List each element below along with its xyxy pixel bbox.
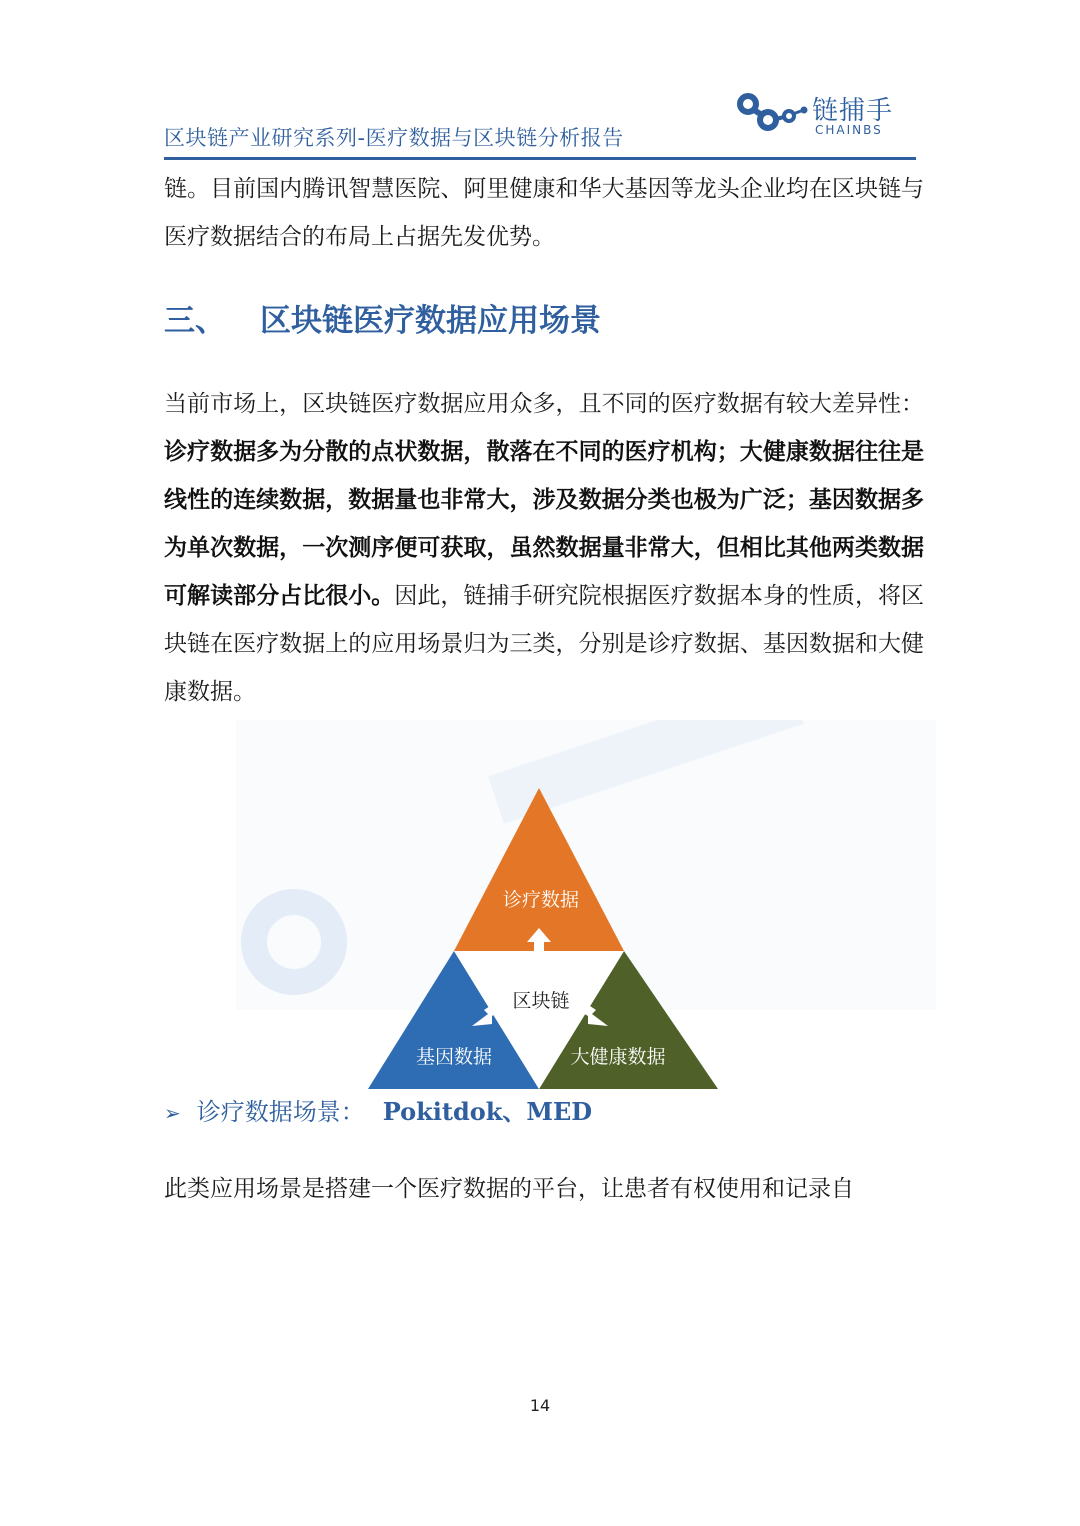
main-paragraph-lead: 当前市场上，区块链医疗数据应用众多，且不同的医疗数据有较大差异性： — [164, 391, 924, 417]
section-heading — [164, 295, 601, 340]
subsection-examples: Pokitdok、MED — [382, 1097, 593, 1126]
label-diagnosis-data: 诊疗数据 — [502, 889, 580, 911]
closing-paragraph: 此类应用场景是搭建一个医疗数据的平台，让患者有权使用和记录自 — [164, 1176, 854, 1202]
logo-english-name: CHAINBS — [815, 123, 883, 137]
label-health-data: 大健康数据 — [570, 1046, 666, 1068]
triangle-top-segment — [454, 788, 624, 951]
logo-chinese-name: 链捕手 — [812, 96, 894, 126]
main-paragraph-bold: 诊疗数据多为分散的点状数据，散落在不同的医疗机构；大健康数据往往是线性的连续数据，数据量也非常大，涉及数据分类也极为广泛；基因数据多为单次数据，一次测序便可获取，虽然数据量非常大，但相比其他两类数据可解读部分占比很小。 — [164, 439, 924, 609]
bullet-arrow-icon: ➢ — [164, 1101, 181, 1125]
intro-paragraph: 链。目前国内腾讯智慧医院、阿里健康和华大基因等龙头企业均在区块链与医疗数据结合的布局上占据先发优势。 — [164, 176, 924, 250]
label-blockchain: 区块链 — [512, 990, 570, 1012]
section-title: 区块链医疗数据应用场景 — [260, 303, 601, 339]
page-header — [164, 82, 916, 160]
section-number: 三、 — [164, 303, 226, 339]
main-paragraph — [164, 380, 924, 716]
chainbs-logo — [736, 90, 908, 138]
subsection-label: 诊疗数据场景： — [196, 1098, 365, 1126]
subsection-heading — [164, 1092, 592, 1127]
label-gene-data: 基因数据 — [415, 1046, 493, 1068]
main-paragraph-tail: 因此，链捕手研究院根据医疗数据本身的性质，将区块链在医疗数据上的应用场景归为三类，分别是诊疗数据、基因数据和大健康数据。 — [164, 583, 924, 705]
data-scenario-diagram — [368, 788, 718, 1090]
chain-link-logo-icon — [736, 92, 810, 136]
header-divider — [164, 157, 916, 160]
report-title: 区块链产业研究系列-医疗数据与区块链分析报告 — [164, 126, 624, 150]
page-number: 14 — [529, 1396, 551, 1415]
